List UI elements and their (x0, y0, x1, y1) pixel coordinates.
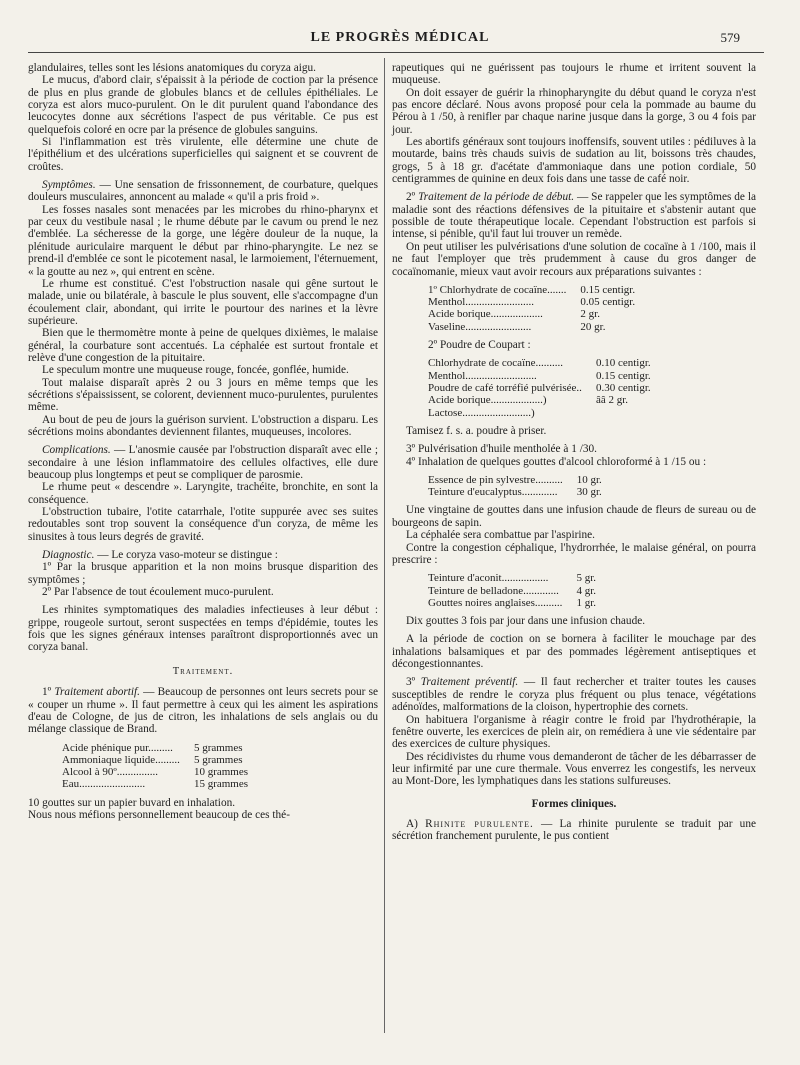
prescription-table (428, 474, 602, 499)
symptomes-heading: Symptômes. (42, 179, 96, 192)
prescription-row (62, 742, 248, 754)
paragraph: Dix gouttes 3 fois par jour dans une infusion chaude. (406, 615, 646, 628)
paragraph: Contre la congestion céphalique, l'hydrorrhée, le malaise général, on pourra prescrire : (392, 541, 756, 566)
page-number: 579 (720, 30, 740, 45)
ingredient: Acide borique...................) (428, 394, 547, 407)
left-column (28, 62, 378, 821)
traitement-debut-heading: Traitement de la période de début. (418, 191, 575, 204)
paragraph: Bien que le thermomètre monte à peine de quelques dixièmes, le malaise général, la courbature sont accentués. La céphalée est surtout frontale et relève d'une congestion de la pituitaire. (28, 327, 378, 364)
ingredient: Acide borique................... (428, 308, 543, 321)
paragraph: A la période de coction on se bornera à faciliter le mouchage par des inhalations balsamiques et par des pommades légèrement antiseptiques et décongestionnantes. (392, 633, 756, 671)
quantity: 4 gr. (576, 584, 596, 597)
column-divider (384, 58, 385, 1033)
prescription-table (62, 742, 248, 791)
quantity: 10 gr. (576, 473, 602, 486)
paragraph: Si l'inflammation est très virulente, elle détermine une chute de l'épithélium et des ulcérations superficielles qui saignent et se couvrent de croûtes. (28, 136, 378, 173)
item-number: 3º (406, 676, 421, 689)
paragraph-text: — L'anosmie causée par l'obstruction disparaît avec elle ; secondaire à une lésion inflammatoire des cellules olfactives, elle dure beaucoup plus longtemps et peut se compliquer de parosmie. (28, 444, 378, 481)
traitement-abortif-heading: Traitement abortif. (54, 686, 141, 699)
prescription-table (428, 357, 651, 418)
paragraph: Le speculum montre une muqueuse rouge, foncée, gonflée, humide. (42, 364, 349, 377)
prescription-row (428, 382, 651, 394)
prescription-row (428, 284, 635, 296)
prescription-row (428, 572, 596, 584)
ingredient: Teinture d'aconit................. (428, 572, 549, 585)
quantity: 0.10 centigr. (595, 357, 651, 370)
ingredient: Chlorhydrate de cocaïne.......... (428, 357, 564, 370)
prescription-row (428, 394, 651, 406)
ingredient: Acide phénique pur......... (62, 741, 173, 754)
prescription-row (62, 766, 248, 778)
quantity: 30 gr. (576, 486, 602, 499)
paragraph: 10 gouttes sur un papier buvard en inhalation. (28, 796, 236, 809)
quantity: 2 gr. (580, 308, 600, 321)
ingredient: Gouttes noires anglaises.......... (428, 596, 563, 609)
paragraph: Au bout de peu de jours la guérison survient. L'obstruction a disparu. Les sécrétions moins abondantes deviennent filantes, muqueuses, incolores. (28, 413, 378, 438)
paragraph-text: — Se rappeler que les symptômes de la maladie sont des réactions défensives de la pituitaire et s'abstenir autant que possible de toute thérapeutique locale. Cependant l'obstruction est parfois si intense, si pénible, qu'il faut lui trouver un remède. (392, 191, 756, 241)
ingredient: Menthol.......................... (428, 369, 537, 382)
paragraph: Le rhume est constitué. C'est l'obstruction nasale qui gêne surtout le malade, unie ou bilatérale, à bascule le plus souvent, elle s'accompagne d'un écoulement clair, abondant, qui irrite le pourtour des narines et la lèvre supérieure. (28, 277, 378, 327)
paragraph: Les fosses nasales sont menacées par les microbes du rhino-pharynx et par ceux du vestibule nasal ; le rhume débute par le cavum ou prend le nez d'emblée. La sécheresse de la gorge, une légère douleur de la nuque, la plénitude auriculaire marquent le début par rhino-pharyngite. Le nez se prend-il d'emblée ce sont le picotement nasal, le larmoiement, l'éternuement, « la goutte au nez », qui entrent en scène. (28, 203, 378, 278)
quantity: 10 grammes (193, 766, 249, 779)
quantity: 5 grammes (193, 741, 243, 754)
quantity: 15 grammes (193, 778, 249, 791)
ingredient: Eau........................ (62, 778, 146, 791)
paragraph: Tamisez f. s. a. poudre à priser. (406, 424, 547, 437)
journal-title: LE PROGRÈS MÉDICAL (310, 30, 490, 45)
quantity: 1 gr. (576, 596, 596, 609)
prescription-row (428, 407, 651, 419)
diagnostic-heading: Diagnostic. (42, 549, 95, 562)
paragraph-rhinite-purulente (392, 818, 756, 843)
paragraph: 2º Par l'absence de tout écoulement muco-purulent. (42, 586, 274, 599)
prescription-heading: 2º Poudre de Coupart : (428, 339, 531, 352)
complications-heading: Complications. (42, 444, 111, 457)
paragraph: On peut utiliser les pulvérisations d'une solution de cocaïne à 1 /100, mais il ne faut l'employer que très prudemment à cause du gros danger de cocaïnomanie, mieux vaut avoir recours aux préparations suivantes : (392, 240, 756, 278)
paragraph-traitement-debut (392, 191, 756, 240)
prescription-row (428, 370, 651, 382)
paragraph: 4º Inhalation de quelques gouttes d'alcool chloroformé à 1 /15 ou : (406, 455, 707, 468)
paragraph: glandulaires, telles sont les lésions anatomiques du coryza aigu. (28, 62, 316, 74)
paragraph: Les rhinites symptomatiques des maladies infectieuses à leur début : grippe, rougeole surtout, seront suspectées en temps d'épidémie, toutes les fois que les signes généraux intenses paraîtront disproportionnés avec un coryza banal. (28, 604, 378, 654)
paragraph: 3º Pulvérisation d'huile mentholée à 1 /30. (406, 443, 597, 456)
quantity: 5 gr. (576, 572, 596, 585)
item-number: 2º (406, 191, 419, 204)
quantity: 0.05 centigr. (580, 296, 636, 309)
paragraph: 1º Par la brusque apparition et la non moins brusque disparition des symptômes ; (28, 561, 378, 586)
prescription-row (428, 321, 635, 333)
paragraph-traitement-preventif (392, 676, 756, 713)
prescription-row (428, 474, 602, 486)
section-title-traitement: Traitement. (172, 665, 234, 677)
paragraph: Tout malaise disparaît après 2 ou 3 jours en même temps que les sécrétions s'épaississent, se colorent, deviennent muco-purulentes, purulentes même. (28, 376, 378, 414)
prescription-row (62, 778, 248, 790)
paragraph: Le mucus, d'abord clair, s'épaissit à la période de coction par la présence de plus en plus grande de globules blancs et de cellules épithéliales. Le coryza est alors muco-purulent. On le dit purulent quand l'abondance des leucocytes donne aux sécrétions l'aspect de pus véritable. Ce pus est quelquefois coloré en ocre par la présence de globules sanguins. (28, 74, 378, 136)
ingredient: Ammoniaque liquide......... (62, 753, 180, 766)
paragraph: Le rhume peut « descendre ». Laryngite, trachéite, bronchite, en sont la conséquence. (28, 481, 378, 506)
quantity: 20 gr. (580, 320, 606, 333)
paragraph: Des récidivistes du rhume vous demanderont de tâcher de les débarrasser de leur infirmité par une cure thermale. Vous enverrez les congestifs, les nerveux au Mont-Dore, les lymphatiques dans les stations sulfureuses. (392, 750, 756, 788)
prescription-row (428, 585, 596, 597)
paragraph-diagnostic (28, 549, 378, 561)
prescription-table (428, 284, 635, 333)
prescription-row (428, 486, 602, 498)
paragraph-symptomes (28, 179, 378, 204)
right-column (392, 62, 756, 843)
ingredient: 1º Chlorhydrate de cocaïne....... (428, 283, 567, 296)
paragraph: La céphalée sera combattue par l'aspirine. (406, 529, 595, 542)
paragraph-text: — La rhinite purulente se traduit par une sécrétion franchement purulente, le pus contient (392, 817, 756, 843)
ingredient: Teinture d'eucalyptus............. (428, 486, 558, 499)
paragraph: On doit essayer de guérir la rhinopharyngite du début quand le coryza n'est pas encore déclaré. Nous avons proposé pour cela la pommade au baume du Pérou à 1 /50, à renifler par chaque narine jusque dans la gorge, 3 ou 4 fois par jour. (392, 86, 756, 136)
section-title-formes-cliniques: Formes cliniques. (531, 797, 617, 810)
paragraph: Une vingtaine de gouttes dans une infusion chaude de fleurs de sureau ou de bourgeons de sapin. (392, 504, 756, 529)
paragraph: Nous nous méfions personnellement beaucoup de ces thé- (28, 809, 290, 822)
rhinite-purulente-heading: Rhinite purulente. (425, 817, 534, 830)
item-number: 1º (42, 686, 55, 699)
paragraph-traitement-abortif (28, 686, 378, 735)
paragraph: On habituera l'organisme à réagir contre le froid par l'hydrothérapie, la fenêtre ouverte, les exercices de plein air, on remédiera à une vie sédentaire par des exercices de culture physiques. (392, 713, 756, 751)
traitement-preventif-heading: Traitement préventif. (420, 676, 519, 689)
ingredient: Teinture de belladone............. (428, 584, 559, 597)
quantity: 0.30 centigr. (595, 381, 651, 394)
paragraph: L'obstruction tubaire, l'otite catarrhale, l'otite suppurée avec ses suites redoutables sont trop souvent la conséquence d'un coryza, de même les sinusites à tous leurs degrés de gravité. (28, 506, 378, 543)
paragraph-complications (28, 444, 378, 481)
prescription-table (428, 572, 596, 609)
quantity: 0.15 centigr. (580, 283, 636, 296)
ingredient: Menthol......................... (428, 296, 535, 309)
prescription-row (428, 296, 635, 308)
ingredient: Lactose.........................) (428, 406, 535, 419)
paragraph-text: — Une sensation de frissonnement, de courbature, quelques douleurs musculaires, annoncent au malade « qu'il a pris froid ». (28, 179, 378, 204)
paragraph-text: — Il faut rechercher et traiter toutes les causes susceptibles de rendre le coryza plus fréquent ou plus tenace, végétations adénoïdes, malformations de la cloison, hypertrophie des cornets. (392, 676, 756, 714)
ingredient: Alcool à 90º............... (62, 766, 158, 779)
page-header (0, 30, 800, 50)
item-letter: A) (406, 817, 426, 830)
header-rule (28, 52, 764, 53)
prescription-row (428, 308, 635, 320)
quantity: 0.15 centigr. (595, 369, 651, 382)
paragraph: Les abortifs généraux sont toujours inoffensifs, souvent utiles : pédiluves à la moutarde, bains très chauds suivis de sudation au lit, boissons très chaudes, grogs, 5 à 18 gr. d'acétate d'ammoniaque dans une potion cordiale, 50 centigrammes de quinine en deux fois dans une tasse de café noir. (392, 136, 756, 186)
prescription-row (428, 357, 651, 369)
paragraph-text: — Le coryza vaso-moteur se distingue : (94, 549, 278, 562)
ingredient: Vaseline........................ (428, 320, 532, 333)
paragraph: rapeutiques qui ne guérissent pas toujours le rhume et irritent souvent la muqueuse. (392, 62, 756, 87)
quantity (582, 407, 651, 419)
ingredient: Essence de pin sylvestre.......... (428, 473, 563, 486)
quantity: 5 grammes (193, 753, 243, 766)
ingredient: Poudre de café torréfié pulvérisée.. (428, 381, 582, 394)
prescription-row (62, 754, 248, 766)
paragraph-text: — Beaucoup de personnes ont leurs secrets pour se « couper un rhume ». Il faut permettre à ceux qui les aiment les aspirations d'eau de Cologne, de jus de citron, les inhalations de sels anglais ou du mélange classique de Brand. (28, 686, 378, 736)
prescription-row (428, 597, 596, 609)
quantity: ââ 2 gr. (595, 394, 629, 407)
